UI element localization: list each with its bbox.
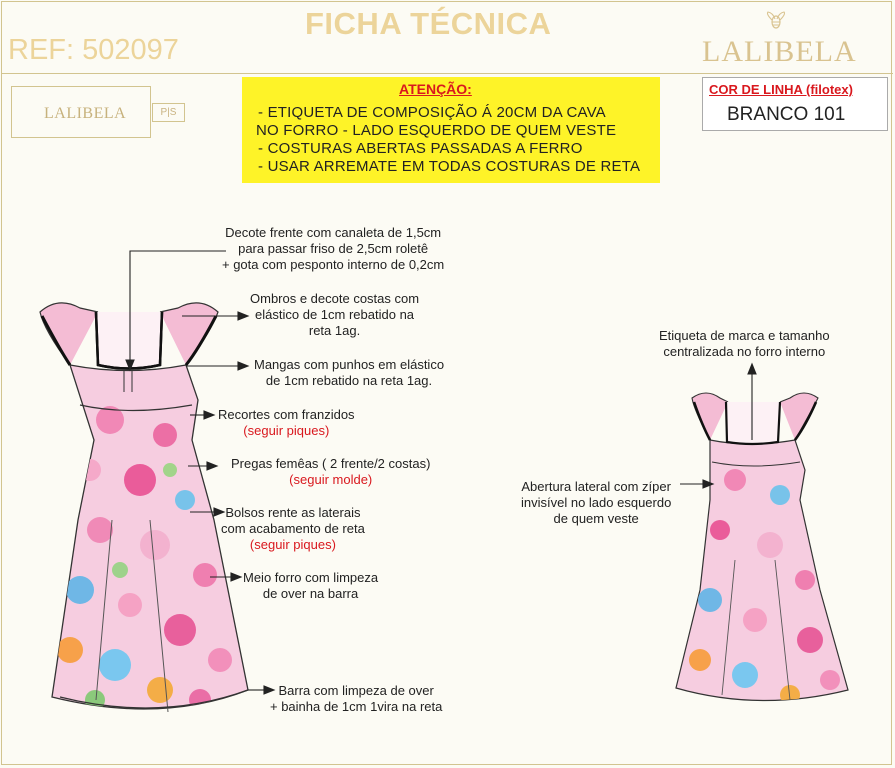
- note-zipper: [521, 479, 671, 527]
- reference-code: REF: 502097: [8, 34, 179, 66]
- note-brand-label: [659, 328, 830, 360]
- attention-line: - USAR ARREMATE EM TODAS COSTURAS DE RETA: [258, 158, 641, 175]
- back-dress: [676, 393, 848, 705]
- note-red-line: (seguir piques): [243, 423, 330, 438]
- note-line: Barra com limpeza de over: [278, 683, 434, 698]
- note-line: invisível no lado esquerdo: [521, 495, 672, 510]
- page-title: FICHA TÉCNICA: [305, 6, 552, 41]
- note-line: reta 1ag.: [308, 323, 361, 338]
- note-line: Recortes com franzidos: [218, 407, 355, 422]
- note-line: + gota com pesponto interno de 0,2cm: [222, 257, 445, 272]
- note-gathers: [218, 407, 355, 439]
- attention-line: NO FORRO - LADO ESQUERDO DE QUEM VESTE: [256, 122, 617, 139]
- brand-logo: LALIBELA: [702, 35, 857, 68]
- note-line: Decote frente com canaleta de 1,5cm: [225, 225, 442, 240]
- note-line: para passar friso de 2,5cm roletê: [238, 241, 429, 256]
- season-tag: P|S: [152, 103, 185, 122]
- note-shoulders: [250, 291, 419, 339]
- attention-line: - ETIQUETA DE COMPOSIÇÃO Á 20CM DA CAVA: [258, 104, 606, 121]
- note-line: de quem veste: [553, 511, 639, 526]
- attention-heading: ATENÇÃO:: [399, 81, 472, 97]
- note-line: de over na barra: [262, 586, 359, 601]
- label-logo-text: LALIBELA: [44, 105, 127, 122]
- note-line: elástico de 1cm rebatido na: [255, 307, 415, 322]
- note-sleeves: [254, 357, 444, 389]
- attention-line: - COSTURAS ABERTAS PASSADAS A FERRO: [258, 140, 583, 157]
- note-line: Ombros e decote costas com: [250, 291, 420, 306]
- note-pockets: [221, 505, 365, 553]
- note-hem: [270, 683, 442, 715]
- front-dress: [40, 303, 248, 712]
- note-line: Abertura lateral com zíper: [521, 479, 671, 494]
- note-line: Etiqueta de marca e tamanho: [659, 328, 830, 343]
- note-red-line: (seguir piques): [249, 537, 336, 552]
- note-line: Meio forro com limpeza: [243, 570, 379, 585]
- thread-color-label: COR DE LINHA (filotex): [709, 82, 853, 97]
- note-pleats: [231, 456, 430, 488]
- note-line: Pregas femêas ( 2 frente/2 costas): [231, 456, 431, 471]
- note-line: Bolsos rente as laterais: [225, 505, 361, 520]
- note-line: + bainha de 1cm 1vira na reta: [270, 699, 443, 714]
- note-line: centralizada no forro interno: [663, 344, 826, 359]
- thread-color-value: BRANCO 101: [727, 104, 846, 125]
- note-line: Mangas com punhos em elástico: [254, 357, 445, 372]
- note-lining: [243, 570, 378, 602]
- note-front-neckline: [222, 225, 444, 273]
- note-line: com acabamento de reta: [221, 521, 365, 536]
- note-line: de 1cm rebatido na reta 1ag.: [265, 373, 433, 388]
- note-red-line: (seguir molde): [289, 472, 373, 487]
